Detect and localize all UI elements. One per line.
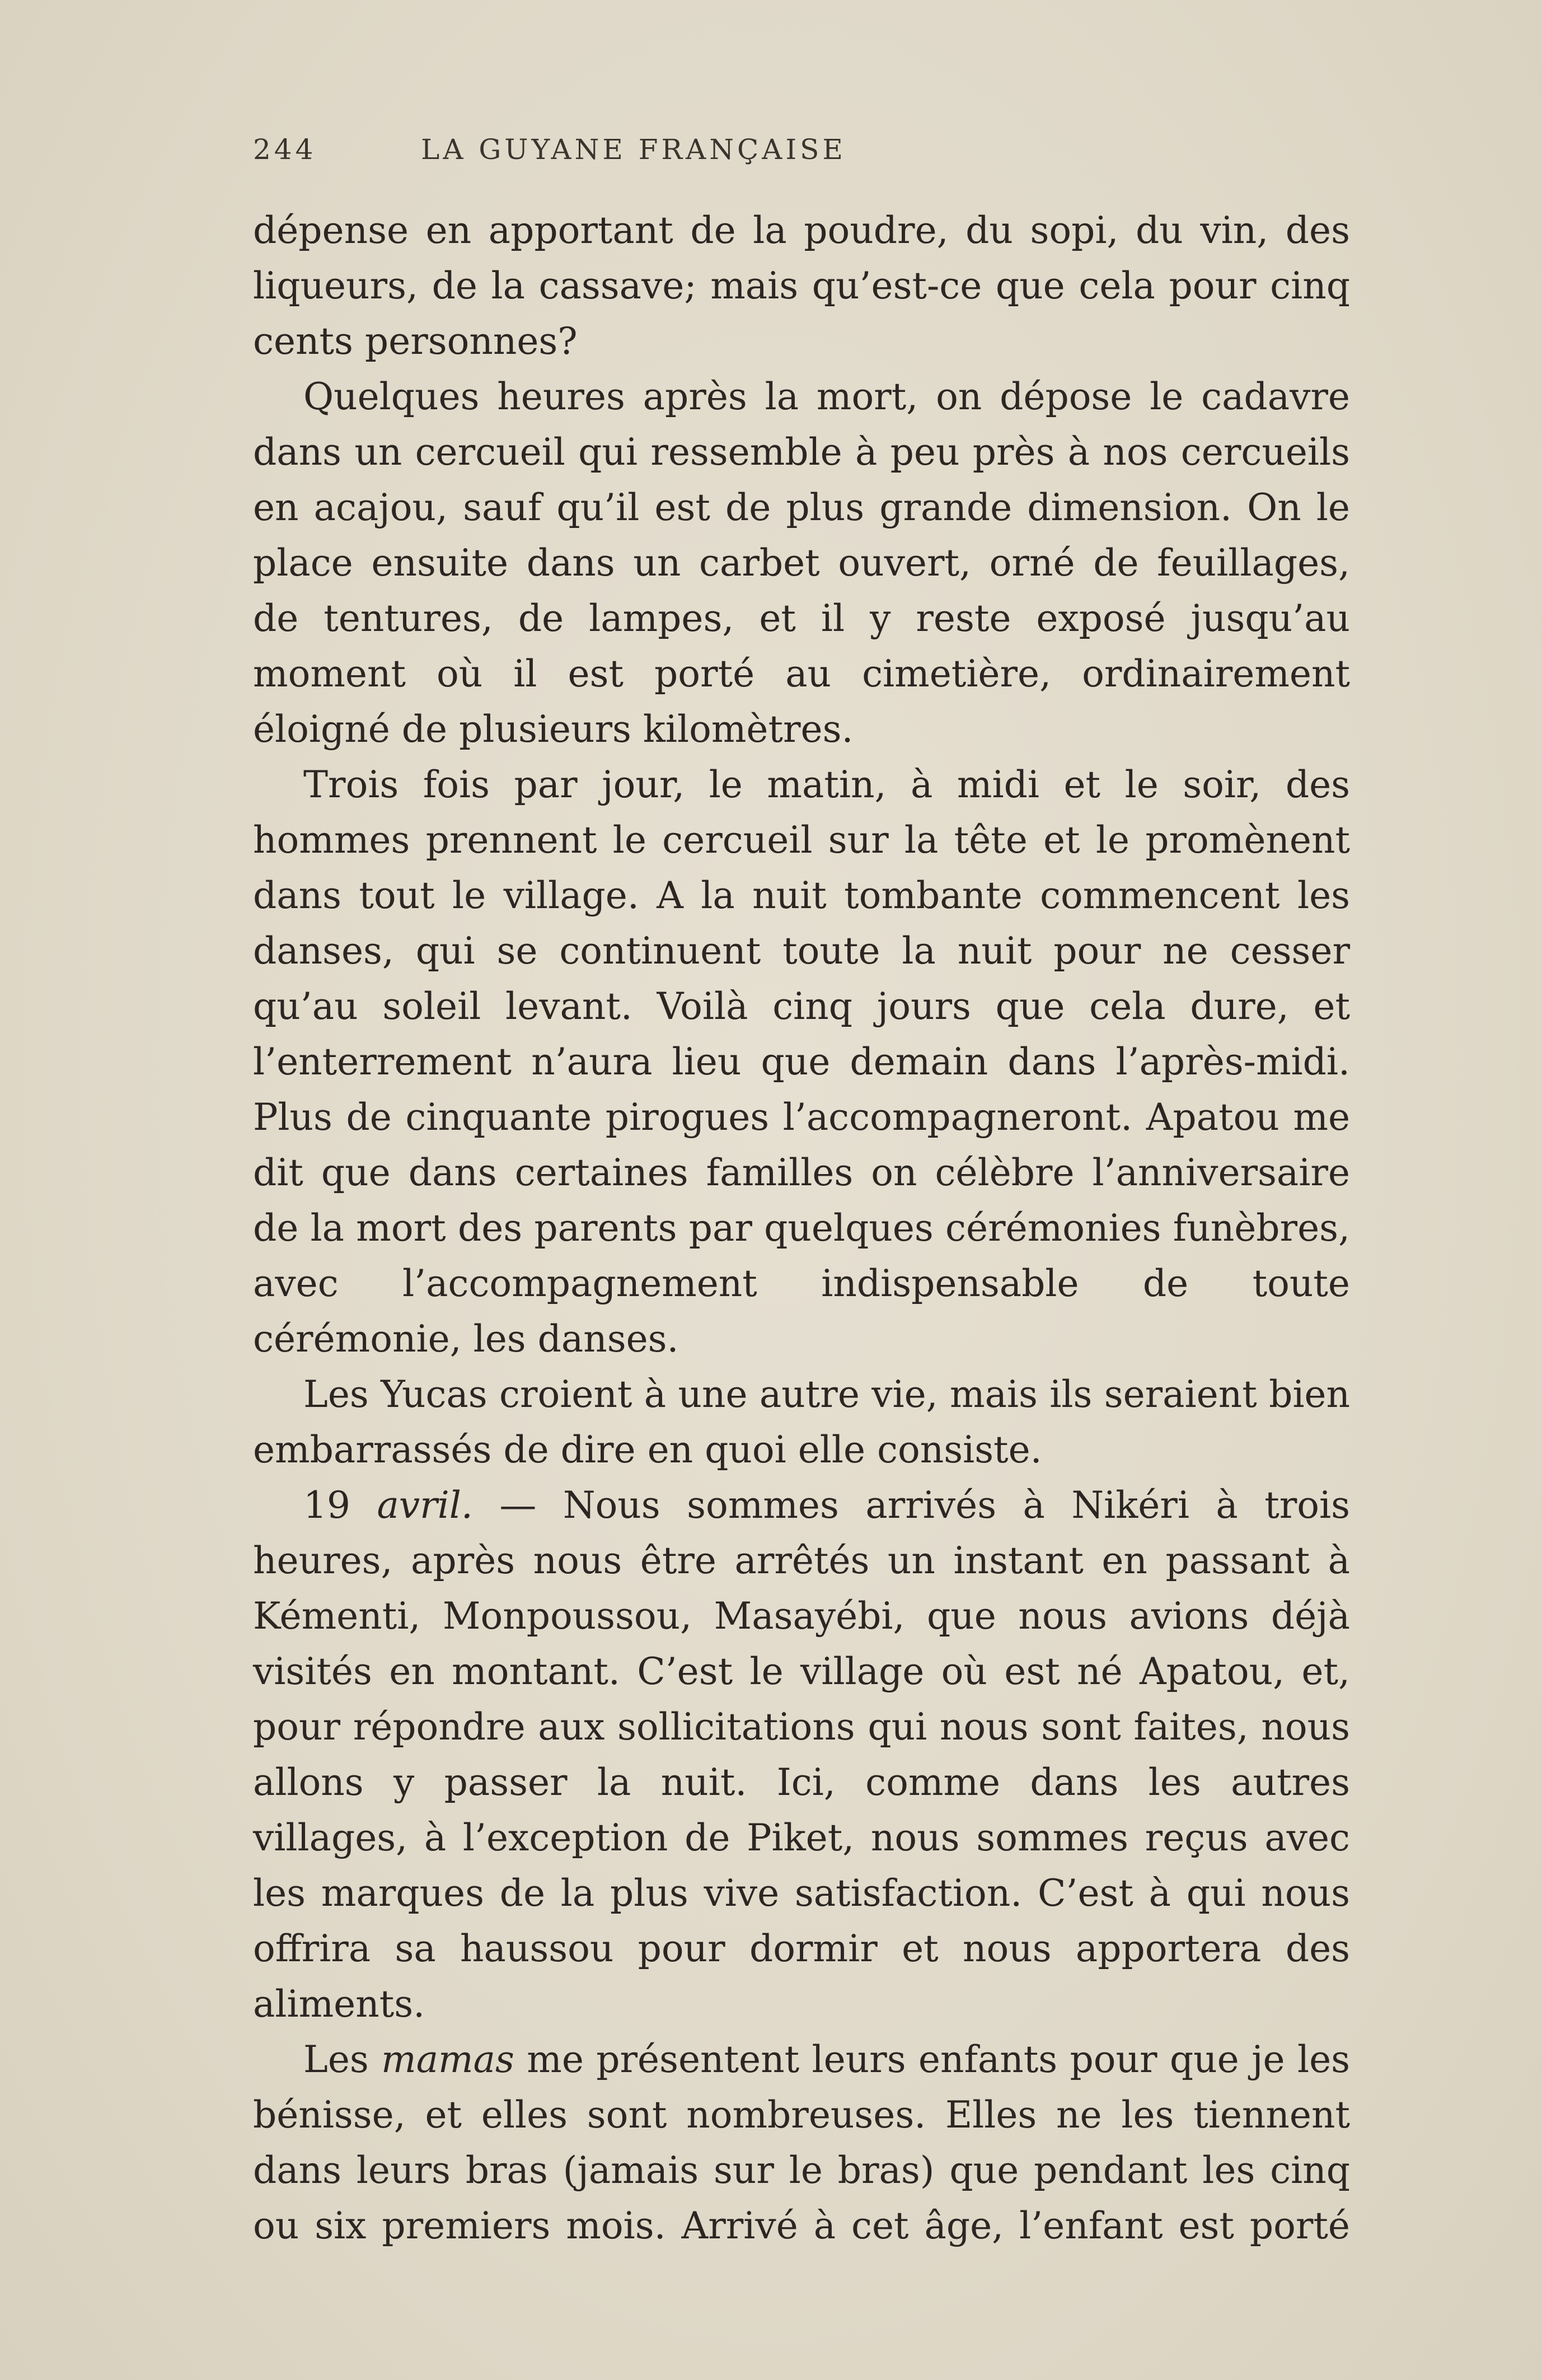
page-number: 244 [253,133,317,166]
italic-term-mamas: mamas [381,2038,514,2081]
paragraph-1 [253,203,1350,369]
paragraph-5 [253,1477,1350,2032]
paragraph-2-text: Quelques heures après la mort, on dépose le cadavre dans un cercueil qui ressemble à peu près à nos cercueils en acajou, sauf qu’il est de plus grande dimension. On le place ensuite dans un carbet ouvert, orné de feuillages, de tentures, de lampes, et il y reste exposé jusqu’au moment où il est porté au cimetière, ordinairement éloigné de plusieurs kilomètres. [253,375,1350,751]
paragraph-4 [253,1367,1350,1477]
date-number: 19 [303,1484,350,1527]
paragraph-3 [253,757,1350,1367]
date-month-italic: avril. [377,1484,473,1527]
paragraph-5-text: — Nous sommes arrivés à Nikéri à trois heures, après nous être arrêtés un instant en passant à Kémenti, Monpoussou, Masayébi, que nous avions déjà visités en montant. C’est le village où est né Apatou, et, pour répondre aux sollicitations qui nous sont faites, nous allons y passer la nuit. Ici, comme dans les autres villages, à l’exception de Piket, nous sommes reçus avec les marques de la plus vive satisfaction. C’est à qui nous offrira sa haussou pour dormir et nous apportera des aliments. [253,1484,1351,2026]
paragraph-4-text: Les Yucas croient à une autre vie, mais ils seraient bien embarrassés de dire en quoi elle consiste. [253,1373,1350,1471]
body-text [253,203,1350,2253]
page-header [253,133,1014,178]
paragraph-6 [253,2032,1350,2253]
paragraph-6-lead: Les [303,2038,369,2081]
paragraph-6-text: me présentent leurs enfants pour que je les bénisse, et elles sont nombreuses. Elles ne les tiennent dans leurs bras (jamais sur le bras) que pendant les cinq ou six premiers mois. Arrivé à cet âge, l’enfant est porté [253,2038,1350,2247]
paragraph-3-text: Trois fois par jour, le matin, à midi et le soir, des hommes prennent le cercueil sur la tête et le promènent dans tout le village. A la nuit tombante commencent les danses, qui se continuent toute la nuit pour ne cesser qu’au soleil levant. Voilà cinq jours que cela dure, et l’enterrement n’aura lieu que demain dans l’après-midi. Plus de cinquante pirogues l’accompagneront. Apatou me dit que dans certaines familles on célèbre l’anniversaire de la mort des parents par quelques cérémonies funèbres, avec l’accompagnement indispensable de toute cérémonie, les danses. [253,763,1350,1360]
paragraph-1-text: dépense en apportant de la poudre, du sopi, du vin, des liqueurs, de la cassave; mais qu’est-ce que cela pour cinq cents personnes? [253,209,1350,363]
paragraph-2 [253,369,1350,757]
running-title: LA GUYANE FRANÇAISE [421,133,846,166]
